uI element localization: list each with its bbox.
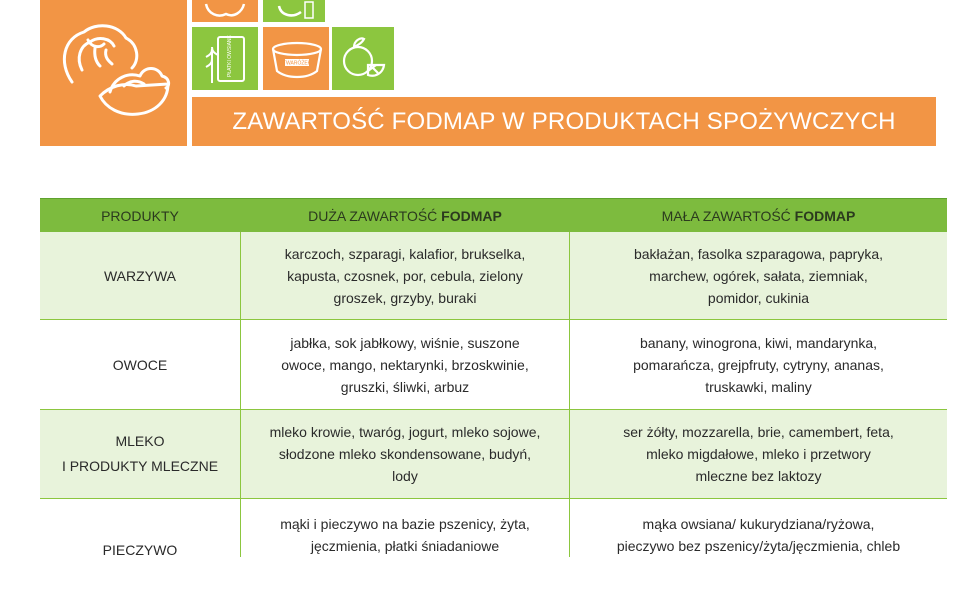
walnut-tile xyxy=(40,0,187,146)
cottage-label: TWARÓŻEK xyxy=(282,60,312,67)
high-fodmap-text: jabłka, sok jabłkowy, wiśnie, suszone owoce, mango, nektarynki, brzoskwinie, gruszki, śliwki, arbuz xyxy=(281,334,529,395)
header-high-bold: FODMAP xyxy=(441,207,502,224)
header-low-prefix: MAŁA ZAWARTOŚĆ xyxy=(661,207,795,224)
oat-flakes-icon xyxy=(192,27,258,90)
category-cell xyxy=(40,320,240,409)
header-low-bold: FODMAP xyxy=(794,207,856,224)
cottage-tile xyxy=(263,27,329,90)
low-fodmap-text: ser żółty, mozzarella, brie, camembert, feta, mleko migdałowe, mleko i przetwory mleczne bez laktozy xyxy=(623,424,894,484)
fodmap-table xyxy=(40,198,947,599)
low-fodmap-text: mąka owsiana/ kukurydziana/ryżowa, pieczywo bez pszenicy/żyta/jęczmienia, chleb xyxy=(616,516,901,554)
table-header xyxy=(40,198,947,232)
walnut-salad-icon xyxy=(40,0,187,146)
header-products: PRODUKTY xyxy=(101,207,179,224)
low-fodmap-cell xyxy=(570,410,947,498)
header-high xyxy=(240,199,570,232)
oats-tile xyxy=(192,27,258,90)
low-fodmap-text: bakłażan, fasolka szparagowa, papryka, marchew, ogórek, sałata, ziemniak, pomidor, cukinia xyxy=(633,245,884,306)
low-fodmap-cell xyxy=(570,232,947,319)
low-fodmap-text: banany, winogrona, kiwi, mandarynka, pomarańcza, grejpfruty, cytryny, ananas, truskawki, maliny xyxy=(633,334,884,395)
page-title: ZAWARTOŚĆ FODMAP W PRODUKTACH SPOŻYWCZYCH xyxy=(192,97,936,146)
high-fodmap-text: mąki i pieczywo na bazie pszenicy, żyta, jęczmienia, płatki śniadaniowe xyxy=(280,516,530,554)
citrus-tile xyxy=(332,27,394,90)
low-fodmap-cell xyxy=(570,320,947,409)
high-fodmap-text: mleko krowie, twaróg, jogurt, mleko sojowe, słodzone mleko skondensowane, budyń, lody xyxy=(269,424,541,484)
category-label: WARZYWA xyxy=(103,267,177,284)
cookies-tile xyxy=(192,0,258,22)
citrus-icon xyxy=(332,27,394,90)
category-label: PIECZYWO xyxy=(102,542,178,558)
category-label: OWOCE xyxy=(112,356,168,373)
category-cell xyxy=(40,232,240,319)
plate-icon xyxy=(263,0,325,22)
header-high-prefix: DUŻA ZAWARTOŚĆ xyxy=(308,207,442,224)
table-row xyxy=(40,499,947,599)
high-fodmap-cell xyxy=(240,320,570,409)
high-fodmap-cell xyxy=(240,232,570,319)
category-cell xyxy=(40,499,240,561)
cottage-cheese-icon xyxy=(263,27,329,90)
cookies-icon xyxy=(192,0,258,22)
high-fodmap-text: karczoch, szparagi, kalafior, brukselka, kapusta, czosnek, por, cebula, zielony groszek, grzyby, buraki xyxy=(284,245,526,306)
high-fodmap-cell xyxy=(240,410,570,498)
oats-label: PŁATKI OWSIANE xyxy=(227,35,233,77)
header-low xyxy=(570,199,947,232)
table-row xyxy=(40,232,947,320)
category-cell xyxy=(40,410,240,498)
table-row xyxy=(40,410,947,499)
plate-tile xyxy=(263,0,325,22)
table-row xyxy=(40,320,947,410)
low-fodmap-cell xyxy=(570,499,947,557)
high-fodmap-cell xyxy=(240,499,570,557)
category-label: MLEKO I PRODUKTY MLECZNE xyxy=(61,433,219,474)
